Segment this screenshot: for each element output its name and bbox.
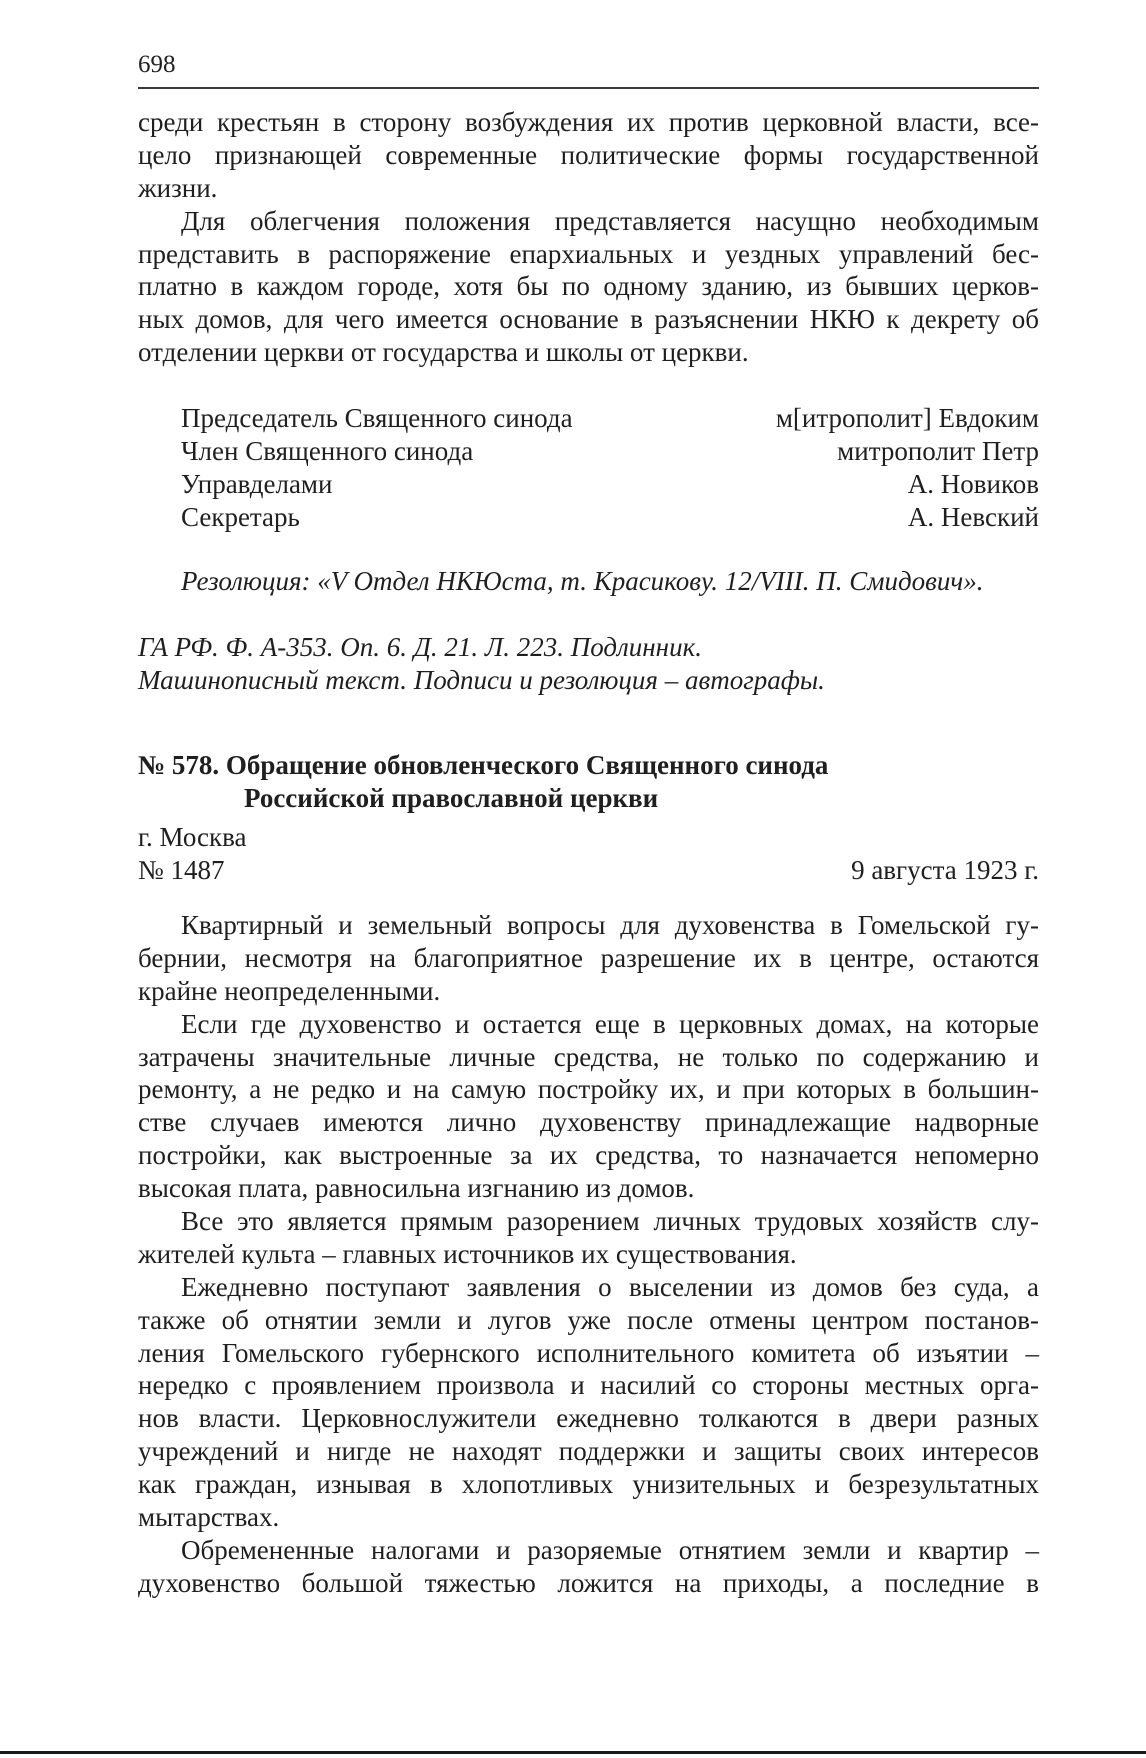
- text-line: Квартирный и земельный вопросы для духовенства в Гомельской гу-: [181, 910, 1039, 940]
- text-line: жителей культа – главных источников их существования.: [138, 1238, 797, 1269]
- paragraph: [138, 1205, 1039, 1271]
- text-line: Для облегчения положения представляется насущно необходимым: [181, 205, 1039, 236]
- text-line: нередко с проявлением произвола и насилий со стороны местных орга-: [138, 1370, 1039, 1401]
- text-line: также об отнятии земли и лугов уже после отмены центром постанов-: [138, 1304, 1039, 1335]
- signature-row: [138, 468, 1039, 501]
- text-line: Обремененные налогами и разоряемые отнятием земли и квартир –: [181, 1534, 1039, 1565]
- text-line: как граждан, изнывая в хлопотливых унизительных и безрезультатных: [138, 1469, 1039, 1500]
- document-heading-line: № 578. Обращение обновленческого Священного синода: [138, 750, 829, 780]
- signature-name: А. Новиков: [907, 468, 1039, 499]
- document-meta: [138, 821, 1039, 887]
- text-line: среди крестьян в сторону возбуждения их против церковной власти, все-: [138, 107, 1039, 137]
- paragraph: [138, 1008, 1039, 1205]
- text-line: ремонту, а не редко и на самую постройку их, и при которых в большин-: [138, 1074, 1039, 1105]
- paragraph: [138, 1534, 1039, 1600]
- signature-row: [138, 402, 1039, 435]
- paragraph: [138, 1271, 1039, 1534]
- text-line: нов власти. Церковнослужители ежедневно толкаются в двери разных: [138, 1403, 1039, 1434]
- text-line: представить в распоряжение епархиальных и уездных управлений бес-: [138, 238, 1039, 269]
- signature-role: Управделами: [181, 468, 333, 499]
- document-date: 9 августа 1923 г.: [851, 854, 1039, 885]
- document-number: № 1487: [138, 854, 225, 885]
- text-line: постройки, как выстроенные за их средства, то назначается непомерно: [138, 1140, 1039, 1171]
- text-line: платно в каждом городе, хотя бы по одному зданию, из бывших церков-: [138, 271, 1039, 302]
- header-rule: [138, 87, 1039, 89]
- document-heading: [138, 749, 1039, 815]
- signature-role: Член Священного синода: [181, 435, 474, 466]
- text-line: отделении церкви от государства и школы от церкви.: [138, 337, 749, 368]
- document-number-date-row: [138, 854, 1039, 887]
- resolution-note: Резолюция: «V Отдел НКЮста, т. Красикову. 12/VIII. П. Смидович».: [181, 566, 984, 596]
- archive-reference: [138, 631, 1039, 697]
- page-number: 698: [138, 51, 176, 78]
- signature-name: А. Невский: [907, 501, 1039, 532]
- text-line: Ежедневно поступают заявления о выселении из домов без суда, а: [181, 1271, 1039, 1302]
- signature-name: м[итрополит] Евдоким: [775, 403, 1039, 433]
- text-line: мытарствах.: [138, 1502, 280, 1533]
- scan-edge-line: [0, 1751, 1146, 1754]
- signature-role: Председатель Священного синода: [181, 403, 573, 433]
- text-line: Все это является прямым разорением личных трудовых хозяйств слу-: [181, 1206, 1039, 1237]
- document-place: г. Москва: [138, 822, 247, 852]
- text-line: учреждений и нигде не находят поддержки и защиты своих интересов: [138, 1436, 1039, 1467]
- text-line: ных домов, для чего имеется основание в разъяснении НКЮ к декрету об: [138, 304, 1039, 335]
- text-line: бернии, несмотря на благоприятное разрешение их в центре, остаются: [138, 942, 1039, 973]
- paragraph: [138, 205, 1039, 369]
- archive-reference-line: ГА РФ. Ф. А-353. Оп. 6. Д. 21. Л. 223. Подлинник.: [138, 632, 702, 662]
- resolution-block: [138, 565, 1039, 598]
- signature-row: [138, 501, 1039, 534]
- paragraph: [138, 909, 1039, 1008]
- signature-row: [138, 435, 1039, 468]
- signature-role: Секретарь: [181, 501, 300, 532]
- document-heading-line: Российской православной церкви: [244, 782, 659, 813]
- text-line: жизни.: [138, 172, 218, 203]
- text-line: ления Гомельского губернского исполнительного комитета об изъятии –: [138, 1337, 1039, 1368]
- text-line: затрачены значительные личные средства, не только по содержанию и: [138, 1041, 1039, 1072]
- text-line: высокая плата, равносильна изгнанию из домов.: [138, 1173, 695, 1204]
- signature-name: митрополит Петр: [837, 435, 1039, 466]
- text-line: Если где духовенство и остается еще в церковных домах, на которые: [181, 1008, 1039, 1039]
- document-body: [138, 909, 1039, 1600]
- signature-block: [138, 402, 1039, 534]
- archive-reference-line: Машинописный текст. Подписи и резолюция – автографы.: [138, 664, 825, 695]
- text-line: духовенство большой тяжестью ложится на приходы, а последние в: [138, 1567, 1039, 1598]
- text-line: стве случаев имеются лично духовенству принадлежащие надворные: [138, 1107, 1039, 1138]
- paragraph: [138, 106, 1039, 205]
- text-line: цело признающей современные политические формы государственной: [138, 139, 1039, 170]
- text-line: крайне неопределенными.: [138, 975, 441, 1006]
- previous-document-text: [138, 106, 1039, 369]
